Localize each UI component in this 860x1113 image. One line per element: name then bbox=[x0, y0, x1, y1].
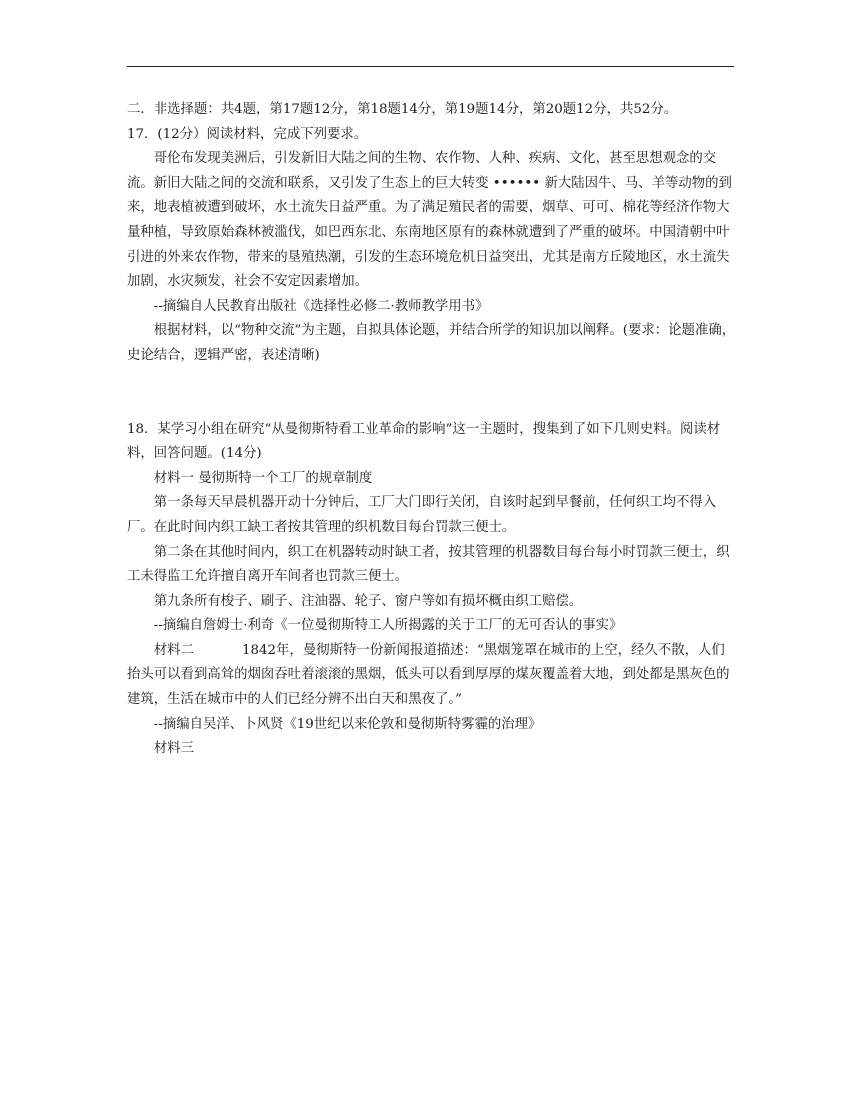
q18-material1-source: --摘编自詹姆士·利奇《一位曼彻斯特工人所揭露的关于工厂的无可否认的事实》 bbox=[153, 618, 623, 634]
q17-material: 哥伦布发现美洲后，引发新旧大陆之间的生物、农作物、人种、疾病、文化，甚至思想观念的交流。新旧大陆之间的交流和联系，又引发了生态上的巨大转变 •••••• 新大陆因牛、马、羊等动物的到来，地表植被遭到破坏，水土流失日益严重。为了满足殖民者的需要，烟草、可可、棉花等经济作物大量种植，导致原始森林被滥伐，如巴西东北、东南地区原有的森林就遭到了严重的破坏。中国清朝中叶引进的外来农作物，带来的垦殖热潮，引发的生态环境危机日益突出，尤其是南方丘陵地区，水土流失加剧，水灾频发，社会不安定因素增加。 bbox=[127, 151, 732, 290]
q18-material2-label: 材料二 bbox=[153, 642, 194, 658]
section-heading: 二．非选择题：共4题，第17题12分，第18题14分，第19题14分，第20题12分，共52分。 bbox=[127, 102, 678, 117]
q18-material2-source: --摘编自吴洋、卜风贤《19世纪以来伦敦和曼彻斯特雾霾的治理》 bbox=[153, 716, 542, 732]
q18-material3-label: 材料三 bbox=[153, 741, 194, 757]
q18-material1-title: 材料一 曼彻斯特一个工厂的规章制度 bbox=[153, 470, 373, 486]
exam-content bbox=[127, 98, 737, 762]
answer-space bbox=[127, 369, 737, 418]
header-rule bbox=[127, 66, 734, 67]
q18-material2-text: 1842年，曼彻斯特一份新闻报道描述：“黑烟笼罩在城市的上空，经久不散，人们抬头可以看到高耸的烟囱吞吐着滚滚的黑烟，低头可以看到厚厚的煤灰覆盖着大地，到处都是黑灰色的建筑，生活在城市中的人们已经分辨不出白天和黑夜了。” bbox=[127, 642, 730, 708]
q18-stem: 18．某学习小组在研究“从曼彻斯特看工业革命的影响”这一主题时，搜集到了如下几则史料。阅读材料，回答问题。(14分) bbox=[127, 421, 721, 462]
q18-material1-rule9: 第九条所有梭子、刷子、注油器、轮子、窗户等如有损坏概由织工赔偿。 bbox=[153, 593, 583, 609]
q17-source: --摘编自人民教育出版社《选择性必修二·教师教学用书》 bbox=[153, 298, 489, 314]
q17-stem: 17．(12分）阅读材料，完成下列要求。 bbox=[127, 126, 368, 142]
q18-material1-rule2: 第二条在其他时间内，织工在机器转动时缺工者，按其管理的机器数目每台每小时罚款三便士，织工未得监工允许擅自离开车间者也罚款三便士。 bbox=[127, 544, 730, 585]
q17-task: 根据材料，以“物种交流”为主题，自拟具体论题，并结合所学的知识加以阐释。(要求：论题准确，史论结合，逻辑严密，表述清晰) bbox=[127, 323, 736, 363]
q18-material1-rule1: 第一条每天早晨机器开动十分钟后，工厂大门即行关闭，自该时起到早餐前，任何织工均不得入厂。在此时间内织工缺工者按其管理的织机数目每台罚款三便士。 bbox=[127, 495, 717, 535]
q18-material2 bbox=[127, 639, 737, 713]
